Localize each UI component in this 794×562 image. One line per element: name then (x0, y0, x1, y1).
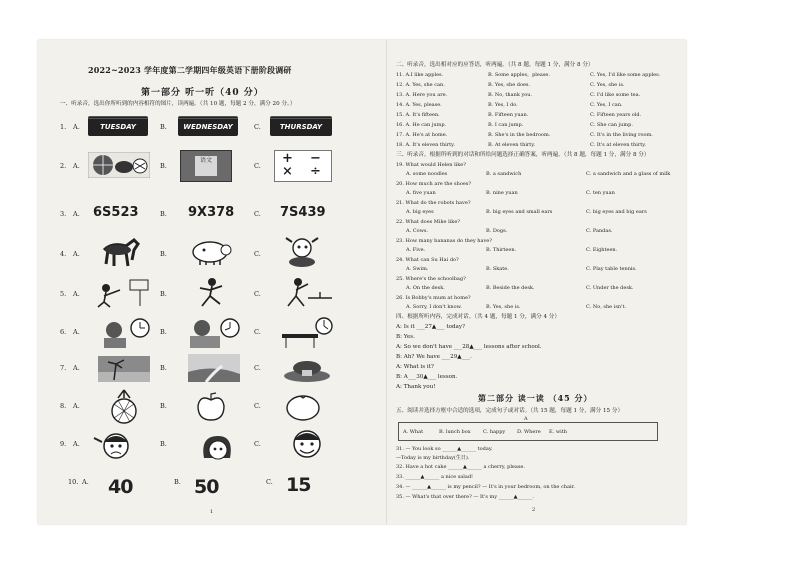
q1-option-b: B. (160, 123, 167, 131)
part2-heading: 第二部分 读一读 （45 分） (478, 393, 593, 403)
s3-q20-a: A. five yuan (406, 190, 436, 196)
option-b: B. lunch box (439, 429, 471, 435)
q8-number: 8. (60, 402, 67, 410)
plus-symbol: + (282, 151, 293, 166)
code-9x378: 9X378 (188, 205, 235, 220)
table-clock-icon (278, 316, 334, 348)
s2-q16-c: C. She can jump. (590, 122, 633, 128)
q2-option-a: A. (73, 162, 80, 170)
s3-q26-c: C. No, she isn't. (586, 304, 627, 310)
pig-icon (186, 238, 236, 266)
table-tennis-icon (278, 276, 334, 308)
s2-q18-b: B. At eleven thirty. (488, 142, 536, 148)
q10-option-b: B. (174, 478, 181, 486)
q2-number: 2. (60, 162, 67, 170)
page-fold (386, 40, 387, 524)
section3-instruction: 三、听录音，根据所听到的对话和所给问题选择正确答案，听两遍。（共 8 题，每题 1 分，满分 8 分） (396, 152, 650, 158)
section2-instruction: 二、听录音，选出相对应的应答语，听两遍。（共 8 题，每题 1 分，满分 8 分） (396, 62, 594, 68)
orange-icon (284, 392, 322, 422)
chinese-textbook-icon (180, 150, 232, 182)
q10-option-c: C. (266, 478, 273, 486)
s3-q25: 25. Where's the schoolbag? (396, 276, 466, 282)
cow-icon (280, 236, 326, 268)
s2-q14-b: B. Yes, I do. (488, 102, 518, 108)
s3-q22-c: C. Pandas. (586, 228, 613, 234)
dialog-line-3: A: So we don't have ___28▲___ lessons after school. (396, 344, 542, 350)
q5-option-b: B. (160, 290, 167, 298)
s3-q23: 23. How many bananas do they have? (396, 238, 492, 244)
part1-heading: 第一部分 听一听（40 分） (141, 88, 264, 98)
s3-q22: 22. What does Mike like? (396, 219, 460, 225)
page-number-left: 1 (210, 509, 214, 515)
q4-option-a: A. (73, 250, 80, 258)
horse-icon (98, 236, 144, 268)
s3-q22-b: B. Dogs. (486, 228, 508, 234)
q9-option-c: C. (254, 440, 261, 448)
q3-option-a: A. (73, 210, 80, 218)
s2-q11: 11. A.I like apples. (396, 72, 444, 78)
q9-number: 9. (60, 440, 67, 448)
s3-q25-b: B. Beside the desk. (486, 285, 535, 291)
s2-q16-b: B. I can jump. (488, 122, 524, 128)
q4-number: 4. (60, 250, 67, 258)
s2-q15-c: C. Fifteen years old. (590, 112, 642, 118)
textbook-label: 语文 (195, 156, 217, 176)
s3-q24: 24. What can Su Hai do? (396, 257, 459, 263)
divide-symbol: ÷ (310, 164, 321, 179)
s2-q11-c: C. Yes, I'd like some apples. (590, 72, 661, 78)
q5-number: 5. (60, 290, 67, 298)
exam-title: 2022~2023 学年度第二学期四年级英语下册阶段调研 (88, 65, 292, 75)
thursday-sign: THURSDAY (270, 116, 332, 136)
boy-clock-icon (100, 316, 152, 348)
q4-option-b: B. (160, 250, 167, 258)
basketball-player-icon (90, 278, 152, 308)
q1-option-c: C. (254, 123, 261, 131)
q6-option-a: A. (73, 328, 80, 336)
s3-q19-c: C. a sandwich and a glass of milk (586, 171, 671, 177)
q7-number: 7. (60, 364, 67, 372)
s2-q12-b: B. Yes, she does. (488, 82, 531, 88)
q6-option-c: C. (254, 328, 261, 336)
q8-option-c: C. (254, 402, 261, 410)
girl-face-icon (196, 432, 238, 464)
s5-line-34: 34. — ______▲______ is my pencil? — It's in your bedroom, on the chair. (396, 484, 575, 490)
q5-option-c: C. (254, 290, 261, 298)
s2-q15-b: B. Fifteen yuan. (488, 112, 529, 118)
q2-option-b: B. (160, 162, 167, 170)
pineapple-icon (104, 388, 144, 424)
s3-q25-a: A. On the desk. (406, 285, 445, 291)
s3-q23-c: C. Eighteen. (586, 247, 618, 253)
q3-option-b: B. (160, 210, 167, 218)
number-40: 40 (108, 476, 133, 498)
minus-symbol: − (310, 151, 321, 166)
s2-q15: 15. A. It's fifteen. (396, 112, 440, 118)
s2-q16: 16. A. He can jump. (396, 122, 447, 128)
s3-q19-a: A. some noodles (406, 171, 448, 177)
s3-q20-b: B. nine yuan (486, 190, 518, 196)
s2-q14: 14. A. Yes, please. (396, 102, 442, 108)
dialog-line-7: A: Thank you! (396, 384, 436, 390)
option-c: C. happy (483, 429, 506, 435)
q3-number: 3. (60, 210, 67, 218)
s3-q26-a: A. Sorry, I don't know. (406, 304, 462, 310)
q10-option-a: A. (82, 478, 89, 486)
s3-q24-c: C. Play table tennis. (586, 266, 637, 272)
runner-icon (188, 276, 238, 308)
s3-q20-c: C. ten yuan (586, 190, 615, 196)
dialog-line-5: A: What is it? (396, 364, 434, 370)
code-7s439: 7S439 (280, 205, 326, 220)
happy-boy-icon (284, 428, 330, 464)
sports-balls-icon (88, 152, 150, 178)
apple-icon (194, 392, 228, 422)
section4-instruction: 四、根据所听内容，完成对话。（共 4 题，每题 1 分，满分 4 分） (396, 314, 560, 320)
q7-option-b: B. (160, 364, 167, 372)
s3-q24-a: A. Swim. (406, 266, 429, 272)
s2-q12-c: C. Yes, she is. (590, 82, 625, 88)
code-6s523: 6S523 (93, 205, 139, 220)
option-box (398, 422, 658, 441)
s2-q18: 18. A. It's eleven thirty. (396, 142, 455, 148)
s2-q11-b: B. Some apples，please. (488, 72, 550, 78)
s3-q21-a: A. big eyes (406, 209, 434, 215)
s3-q23-a: A. Five. (406, 247, 426, 253)
s2-q17-b: B. She's in the bedroom. (488, 132, 551, 138)
q2-option-c: C. (254, 162, 261, 170)
s3-q26: 26. Is Bobby's mum at home? (396, 295, 471, 301)
s2-q13-b: B. No, thank you. (488, 92, 533, 98)
road-landscape-icon (188, 354, 240, 382)
q10-number: 10. (68, 478, 79, 486)
q1-number: 1. (60, 123, 67, 131)
q9-option-b: B. (160, 440, 167, 448)
option-a: A. What (403, 429, 424, 435)
s5-line-31: 31. — You look so ______▲______ today. (396, 446, 493, 452)
tuesday-sign: TUESDAY (88, 116, 148, 136)
s2-q13-c: C. I'd like some tea. (590, 92, 641, 98)
s5-line-31b: —Today is my birthday(生日). (396, 455, 470, 461)
s2-q14-c: C. Yes, I can. (590, 102, 623, 108)
s3-q19: 19. What would Helen like? (396, 162, 466, 168)
dialog-line-6: B: A___30▲___ lesson. (396, 374, 458, 380)
section5-instruction: 五、阅读并选择方框中合适的选项，完成句子或对话。（共 15 题，每题 1 分，满分 15 分） (396, 408, 624, 414)
dialog-line-2: B: Yes. (396, 334, 415, 340)
q8-option-a: A. (73, 402, 80, 410)
s3-q21: 21. What do the robots have? (396, 200, 471, 206)
wednesday-sign: WEDNESDAY (178, 116, 238, 136)
exam-paper (38, 40, 686, 524)
q3-option-c: C. (254, 210, 261, 218)
s3-q21-b: B. big eyes and small ears (486, 209, 553, 215)
q7-option-a: A. (73, 364, 80, 372)
q5-option-a: A. (73, 290, 80, 298)
option-e: E. with (549, 429, 567, 435)
number-15: 15 (286, 474, 311, 496)
student-clock-icon (188, 316, 242, 348)
s3-q23-b: B. Thirteen. (486, 247, 517, 253)
s3-q19-b: B. a sandwich (486, 171, 522, 177)
part1-instruction: 一、听录音，选出你所听到的内容相符的图片，读两遍。（共 10 题，每题 2 分，满分 20 分。） (60, 101, 296, 107)
q7-option-c: C. (254, 364, 261, 372)
s5-line-33: 33. ______▲______ a nice salad! (396, 474, 474, 480)
option-d: D. Where (517, 429, 541, 435)
page-number-right: 2 (532, 507, 536, 513)
s5-line-32: 32. Have a hot cake ______▲______ a cherry, please. (396, 464, 525, 470)
option-box-title: A (524, 416, 528, 422)
dialog-line-4: B: Ah? We have ___29▲___. (396, 354, 472, 360)
number-50: 50 (194, 476, 219, 498)
beach-icon (98, 356, 150, 382)
q1-option-a: A. (73, 123, 80, 131)
s3-q26-b: B. Yes, she is. (486, 304, 521, 310)
s2-q17-c: C. It's in the living room. (590, 132, 653, 138)
s2-q12: 12. A. Yes, she can. (396, 82, 445, 88)
s5-line-35: 35. — What's that over there? — It's my ______▲______. (396, 494, 535, 500)
s3-q22-a: A. Cows. (406, 228, 429, 234)
s3-q24-b: B. Skate. (486, 266, 509, 272)
s3-q25-c: C. Under the desk. (586, 285, 634, 291)
s3-q20: 20. How much are the shoes? (396, 181, 472, 187)
q6-option-b: B. (160, 328, 167, 336)
q8-option-b: B. (160, 402, 167, 410)
q6-number: 6. (60, 328, 67, 336)
s2-q13: 13. A. Here you are. (396, 92, 448, 98)
q9-option-a: A. (73, 440, 80, 448)
s2-q17: 17. A. He's at home. (396, 132, 448, 138)
sad-boy-icon (90, 430, 140, 464)
dialog-line-1: A: Is it ___27▲___ today? (396, 324, 466, 330)
math-symbols-icon (274, 150, 332, 182)
s3-q21-c: C. big eyes and big ears (586, 209, 647, 215)
times-symbol: × (282, 164, 293, 179)
q4-option-c: C. (254, 250, 261, 258)
island-icon (282, 356, 332, 382)
s2-q18-c: C. It's at eleven thirty. (590, 142, 647, 148)
